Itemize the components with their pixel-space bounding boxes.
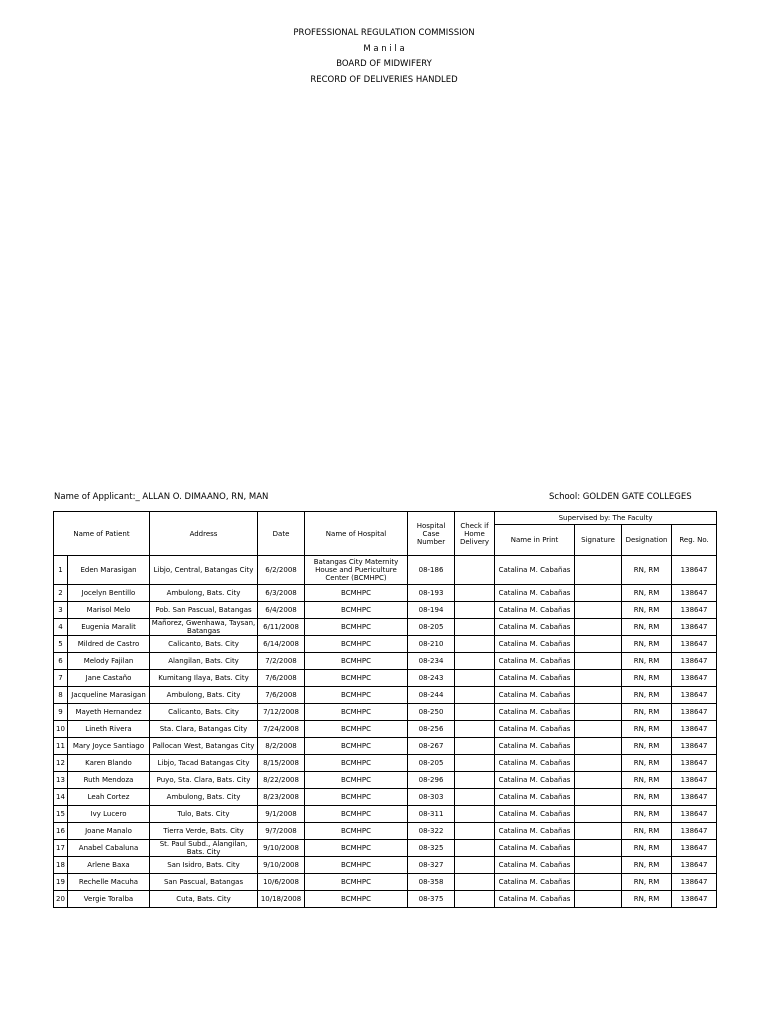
hospital-case-number: 08-210 [408,636,455,653]
delivery-date: 10/6/2008 [258,874,305,891]
supervisor-name: Catalina M. Cabañas [495,874,575,891]
patient-address: San Pascual, Batangas [150,874,258,891]
hospital-case-number: 08-358 [408,874,455,891]
table-row [54,619,717,636]
hospital-name: BCMHPC [305,755,408,772]
table-row [54,653,717,670]
patient-name: Anabel Cabaluna [68,840,150,857]
supervisor-reg-no: 138647 [672,721,717,738]
table-body [54,556,717,908]
hospital-case-number: 08-375 [408,891,455,908]
patient-name: Ruth Mendoza [68,772,150,789]
col-header-check-home-delivery: Check if Home Delivery [455,512,495,556]
row-number: 18 [54,857,68,874]
row-number: 1 [54,556,68,585]
hospital-name: BCMHPC [305,840,408,857]
supervisor-reg-no: 138647 [672,840,717,857]
hospital-case-number: 08-311 [408,806,455,823]
supervisor-signature [575,789,622,806]
supervisor-name: Catalina M. Cabañas [495,857,575,874]
row-number: 15 [54,806,68,823]
supervisor-reg-no: 138647 [672,585,717,602]
delivery-date: 8/2/2008 [258,738,305,755]
row-number: 8 [54,687,68,704]
supervisor-signature [575,687,622,704]
patient-name: Mary Joyce Santiago [68,738,150,755]
delivery-date: 6/11/2008 [258,619,305,636]
patient-name: Lineth Rivera [68,721,150,738]
supervisor-signature [575,772,622,789]
patient-address: Pob. San Pascual, Batangas [150,602,258,619]
supervisor-reg-no: 138647 [672,670,717,687]
hospital-name: BCMHPC [305,874,408,891]
supervisor-reg-no: 138647 [672,602,717,619]
hospital-case-number: 08-205 [408,619,455,636]
supervisor-designation: RN, RM [622,738,672,755]
home-delivery-check [455,891,495,908]
patient-name: Mildred de Castro [68,636,150,653]
header-commission: PROFESSIONAL REGULATION COMMISSION [293,28,475,38]
table-row [54,738,717,755]
delivery-date: 7/6/2008 [258,670,305,687]
patient-name: Jane Castaño [68,670,150,687]
row-number: 13 [54,772,68,789]
hospital-name: BCMHPC [305,891,408,908]
table-row [54,704,717,721]
supervisor-reg-no: 138647 [672,874,717,891]
delivery-date: 6/3/2008 [258,585,305,602]
hospital-name: BCMHPC [305,823,408,840]
supervisor-reg-no: 138647 [672,619,717,636]
row-number: 9 [54,704,68,721]
table-row [54,806,717,823]
school-name: School: GOLDEN GATE COLLEGES [549,492,692,502]
supervisor-name: Catalina M. Cabañas [495,585,575,602]
hospital-name: BCMHPC [305,585,408,602]
applicant-name: Name of Applicant:_ ALLAN O. DIMAANO, RN, MAN [54,492,269,502]
delivery-date: 7/2/2008 [258,653,305,670]
hospital-name: BCMHPC [305,772,408,789]
supervisor-designation: RN, RM [622,823,672,840]
supervisor-designation: RN, RM [622,772,672,789]
hospital-case-number: 08-327 [408,857,455,874]
patient-name: Jocelyn Bentillo [68,585,150,602]
patient-name: Rechelle Macuha [68,874,150,891]
patient-address: Alangilan, Bats. City [150,653,258,670]
patient-name: Vergie Toralba [68,891,150,908]
col-header-name-of-hospital: Name of Hospital [305,512,408,556]
patient-name: Eugenia Maralit [68,619,150,636]
supervisor-name: Catalina M. Cabañas [495,755,575,772]
delivery-date: 7/12/2008 [258,704,305,721]
supervisor-reg-no: 138647 [672,738,717,755]
delivery-date: 9/1/2008 [258,806,305,823]
supervisor-designation: RN, RM [622,602,672,619]
patient-address: San Isidro, Bats. City [150,857,258,874]
home-delivery-check [455,874,495,891]
supervisor-name: Catalina M. Cabañas [495,772,575,789]
supervisor-designation: RN, RM [622,556,672,585]
hospital-name: BCMHPC [305,738,408,755]
hospital-case-number: 08-194 [408,602,455,619]
supervisor-designation: RN, RM [622,721,672,738]
supervisor-designation: RN, RM [622,891,672,908]
supervisor-name: Catalina M. Cabañas [495,823,575,840]
patient-address: St. Paul Subd., Alangilan, Bats. City [150,840,258,857]
hospital-name: BCMHPC [305,670,408,687]
supervisor-signature [575,556,622,585]
table-row [54,823,717,840]
supervisor-signature [575,840,622,857]
supervisor-name: Catalina M. Cabañas [495,806,575,823]
col-header-signature: Signature [575,525,622,556]
delivery-date: 6/14/2008 [258,636,305,653]
supervisor-signature [575,585,622,602]
supervisor-signature [575,636,622,653]
row-number: 12 [54,755,68,772]
table-row [54,602,717,619]
row-number: 10 [54,721,68,738]
hospital-name: BCMHPC [305,687,408,704]
table-row [54,857,717,874]
delivery-date: 10/18/2008 [258,891,305,908]
supervisor-name: Catalina M. Cabañas [495,840,575,857]
hospital-name: Batangas City Maternity House and Puericulture Center (BCMHPC) [305,556,408,585]
hospital-case-number: 08-325 [408,840,455,857]
hospital-name: BCMHPC [305,602,408,619]
supervisor-signature [575,891,622,908]
home-delivery-check [455,704,495,721]
home-delivery-check [455,806,495,823]
supervisor-signature [575,738,622,755]
supervisor-reg-no: 138647 [672,636,717,653]
hospital-case-number: 08-267 [408,738,455,755]
patient-address: Ambulong, Bats. City [150,585,258,602]
patient-name: Melody Fajilan [68,653,150,670]
home-delivery-check [455,636,495,653]
table-row [54,687,717,704]
patient-address: Calicanto, Bats. City [150,704,258,721]
supervisor-name: Catalina M. Cabañas [495,670,575,687]
supervisor-reg-no: 138647 [672,823,717,840]
header-board: BOARD OF MIDWIFERY [336,59,432,69]
supervisor-reg-no: 138647 [672,789,717,806]
hospital-case-number: 08-322 [408,823,455,840]
delivery-date: 8/23/2008 [258,789,305,806]
hospital-name: BCMHPC [305,619,408,636]
supervisor-reg-no: 138647 [672,687,717,704]
patient-address: Pallocan West, Batangas City [150,738,258,755]
patient-name: Mayeth Hernandez [68,704,150,721]
supervisor-name: Catalina M. Cabañas [495,556,575,585]
table-row [54,670,717,687]
supervisor-designation: RN, RM [622,704,672,721]
table-row [54,772,717,789]
row-number: 3 [54,602,68,619]
col-header-name-of-patient: Name of Patient [54,512,150,556]
supervisor-designation: RN, RM [622,585,672,602]
supervisor-name: Catalina M. Cabañas [495,636,575,653]
patient-name: Joane Manalo [68,823,150,840]
row-number: 17 [54,840,68,857]
hospital-name: BCMHPC [305,806,408,823]
home-delivery-check [455,619,495,636]
patient-address: Libjo, Central, Batangas City [150,556,258,585]
supervisor-name: Catalina M. Cabañas [495,704,575,721]
delivery-date: 9/10/2008 [258,840,305,857]
table-row [54,840,717,857]
col-header-reg-no: Reg. No. [672,525,717,556]
patient-address: Ambulong, Bats. City [150,789,258,806]
hospital-name: BCMHPC [305,704,408,721]
supervisor-reg-no: 138647 [672,704,717,721]
supervisor-name: Catalina M. Cabañas [495,687,575,704]
col-header-designation: Designation [622,525,672,556]
patient-address: Tierra Verde, Bats. City [150,823,258,840]
patient-address: Calicanto, Bats. City [150,636,258,653]
hospital-case-number: 08-303 [408,789,455,806]
hospital-case-number: 08-186 [408,556,455,585]
hospital-name: BCMHPC [305,857,408,874]
supervisor-name: Catalina M. Cabañas [495,789,575,806]
row-number: 19 [54,874,68,891]
supervisor-name: Catalina M. Cabañas [495,602,575,619]
hospital-case-number: 08-234 [408,653,455,670]
patient-name: Arlene Baxa [68,857,150,874]
hospital-case-number: 08-256 [408,721,455,738]
supervisor-signature [575,602,622,619]
supervisor-reg-no: 138647 [672,556,717,585]
home-delivery-check [455,772,495,789]
patient-name: Jacqueline Marasigan [68,687,150,704]
supervisor-designation: RN, RM [622,619,672,636]
delivery-date: 7/6/2008 [258,687,305,704]
row-number: 20 [54,891,68,908]
delivery-date: 9/10/2008 [258,857,305,874]
home-delivery-check [455,556,495,585]
col-header-address: Address [150,512,258,556]
hospital-case-number: 08-243 [408,670,455,687]
supervisor-reg-no: 138647 [672,755,717,772]
home-delivery-check [455,687,495,704]
supervisor-signature [575,670,622,687]
supervisor-signature [575,823,622,840]
home-delivery-check [455,823,495,840]
supervisor-signature [575,874,622,891]
delivery-date: 7/24/2008 [258,721,305,738]
hospital-name: BCMHPC [305,721,408,738]
patient-name: Ivy Lucero [68,806,150,823]
col-header-name-in-print: Name in Print [495,525,575,556]
table-row [54,874,717,891]
table-row [54,636,717,653]
row-number: 14 [54,789,68,806]
home-delivery-check [455,670,495,687]
supervisor-designation: RN, RM [622,653,672,670]
supervisor-signature [575,806,622,823]
row-number: 16 [54,823,68,840]
home-delivery-check [455,755,495,772]
patient-address: Libjo, Tacad Batangas City [150,755,258,772]
table-row [54,755,717,772]
patient-name: Marisol Melo [68,602,150,619]
patient-name: Karen Blando [68,755,150,772]
supervisor-reg-no: 138647 [672,857,717,874]
supervisor-designation: RN, RM [622,789,672,806]
table-row [54,556,717,585]
header-city: M a n i l a [363,43,405,54]
col-header-date: Date [258,512,305,556]
delivery-date: 6/2/2008 [258,556,305,585]
hospital-case-number: 08-205 [408,755,455,772]
header-record-title: RECORD OF DELIVERIES HANDLED [310,74,458,85]
hospital-name: BCMHPC [305,636,408,653]
patient-address: Sta. Clara, Batangas City [150,721,258,738]
table-row [54,585,717,602]
supervisor-signature [575,653,622,670]
supervisor-signature [575,721,622,738]
row-number: 2 [54,585,68,602]
supervisor-designation: RN, RM [622,636,672,653]
home-delivery-check [455,738,495,755]
delivery-date: 8/15/2008 [258,755,305,772]
home-delivery-check [455,789,495,806]
deliveries-table [53,511,717,908]
hospital-name: BCMHPC [305,653,408,670]
supervisor-name: Catalina M. Cabañas [495,653,575,670]
supervisor-name: Catalina M. Cabañas [495,738,575,755]
supervisor-designation: RN, RM [622,840,672,857]
home-delivery-check [455,721,495,738]
row-number: 7 [54,670,68,687]
hospital-case-number: 08-296 [408,772,455,789]
row-number: 6 [54,653,68,670]
supervisor-signature [575,619,622,636]
supervisor-name: Catalina M. Cabañas [495,891,575,908]
supervisor-reg-no: 138647 [672,806,717,823]
col-header-hospital-case-number: Hospital Case Number [408,512,455,556]
patient-address: Tulo, Bats. City [150,806,258,823]
supervisor-designation: RN, RM [622,687,672,704]
delivery-date: 6/4/2008 [258,602,305,619]
hospital-case-number: 08-250 [408,704,455,721]
row-number: 11 [54,738,68,755]
supervisor-designation: RN, RM [622,806,672,823]
patient-name: Leah Cortez [68,789,150,806]
patient-address: Mañorez, Gwenhawa, Taysan, Batangas [150,619,258,636]
supervisor-designation: RN, RM [622,857,672,874]
patient-name: Eden Marasigan [68,556,150,585]
supervisor-signature [575,755,622,772]
patient-address: Ambulong, Bats. City [150,687,258,704]
supervisor-reg-no: 138647 [672,891,717,908]
table-row [54,721,717,738]
table-row [54,891,717,908]
home-delivery-check [455,857,495,874]
home-delivery-check [455,840,495,857]
table-row [54,789,717,806]
patient-address: Kumitang Ilaya, Bats. City [150,670,258,687]
supervisor-designation: RN, RM [622,670,672,687]
home-delivery-check [455,585,495,602]
hospital-case-number: 08-244 [408,687,455,704]
home-delivery-check [455,602,495,619]
delivery-date: 9/7/2008 [258,823,305,840]
supervisor-designation: RN, RM [622,755,672,772]
supervisor-designation: RN, RM [622,874,672,891]
patient-address: Cuta, Bats. City [150,891,258,908]
row-number: 4 [54,619,68,636]
col-header-supervised-by: Supervised by: The Faculty [495,512,717,525]
supervisor-name: Catalina M. Cabañas [495,721,575,738]
home-delivery-check [455,653,495,670]
delivery-date: 8/22/2008 [258,772,305,789]
row-number: 5 [54,636,68,653]
supervisor-reg-no: 138647 [672,653,717,670]
supervisor-signature [575,857,622,874]
patient-address: Puyo, Sta. Clara, Bats. City [150,772,258,789]
supervisor-name: Catalina M. Cabañas [495,619,575,636]
hospital-case-number: 08-193 [408,585,455,602]
supervisor-signature [575,704,622,721]
hospital-name: BCMHPC [305,789,408,806]
supervisor-reg-no: 138647 [672,772,717,789]
document-header [0,26,768,88]
